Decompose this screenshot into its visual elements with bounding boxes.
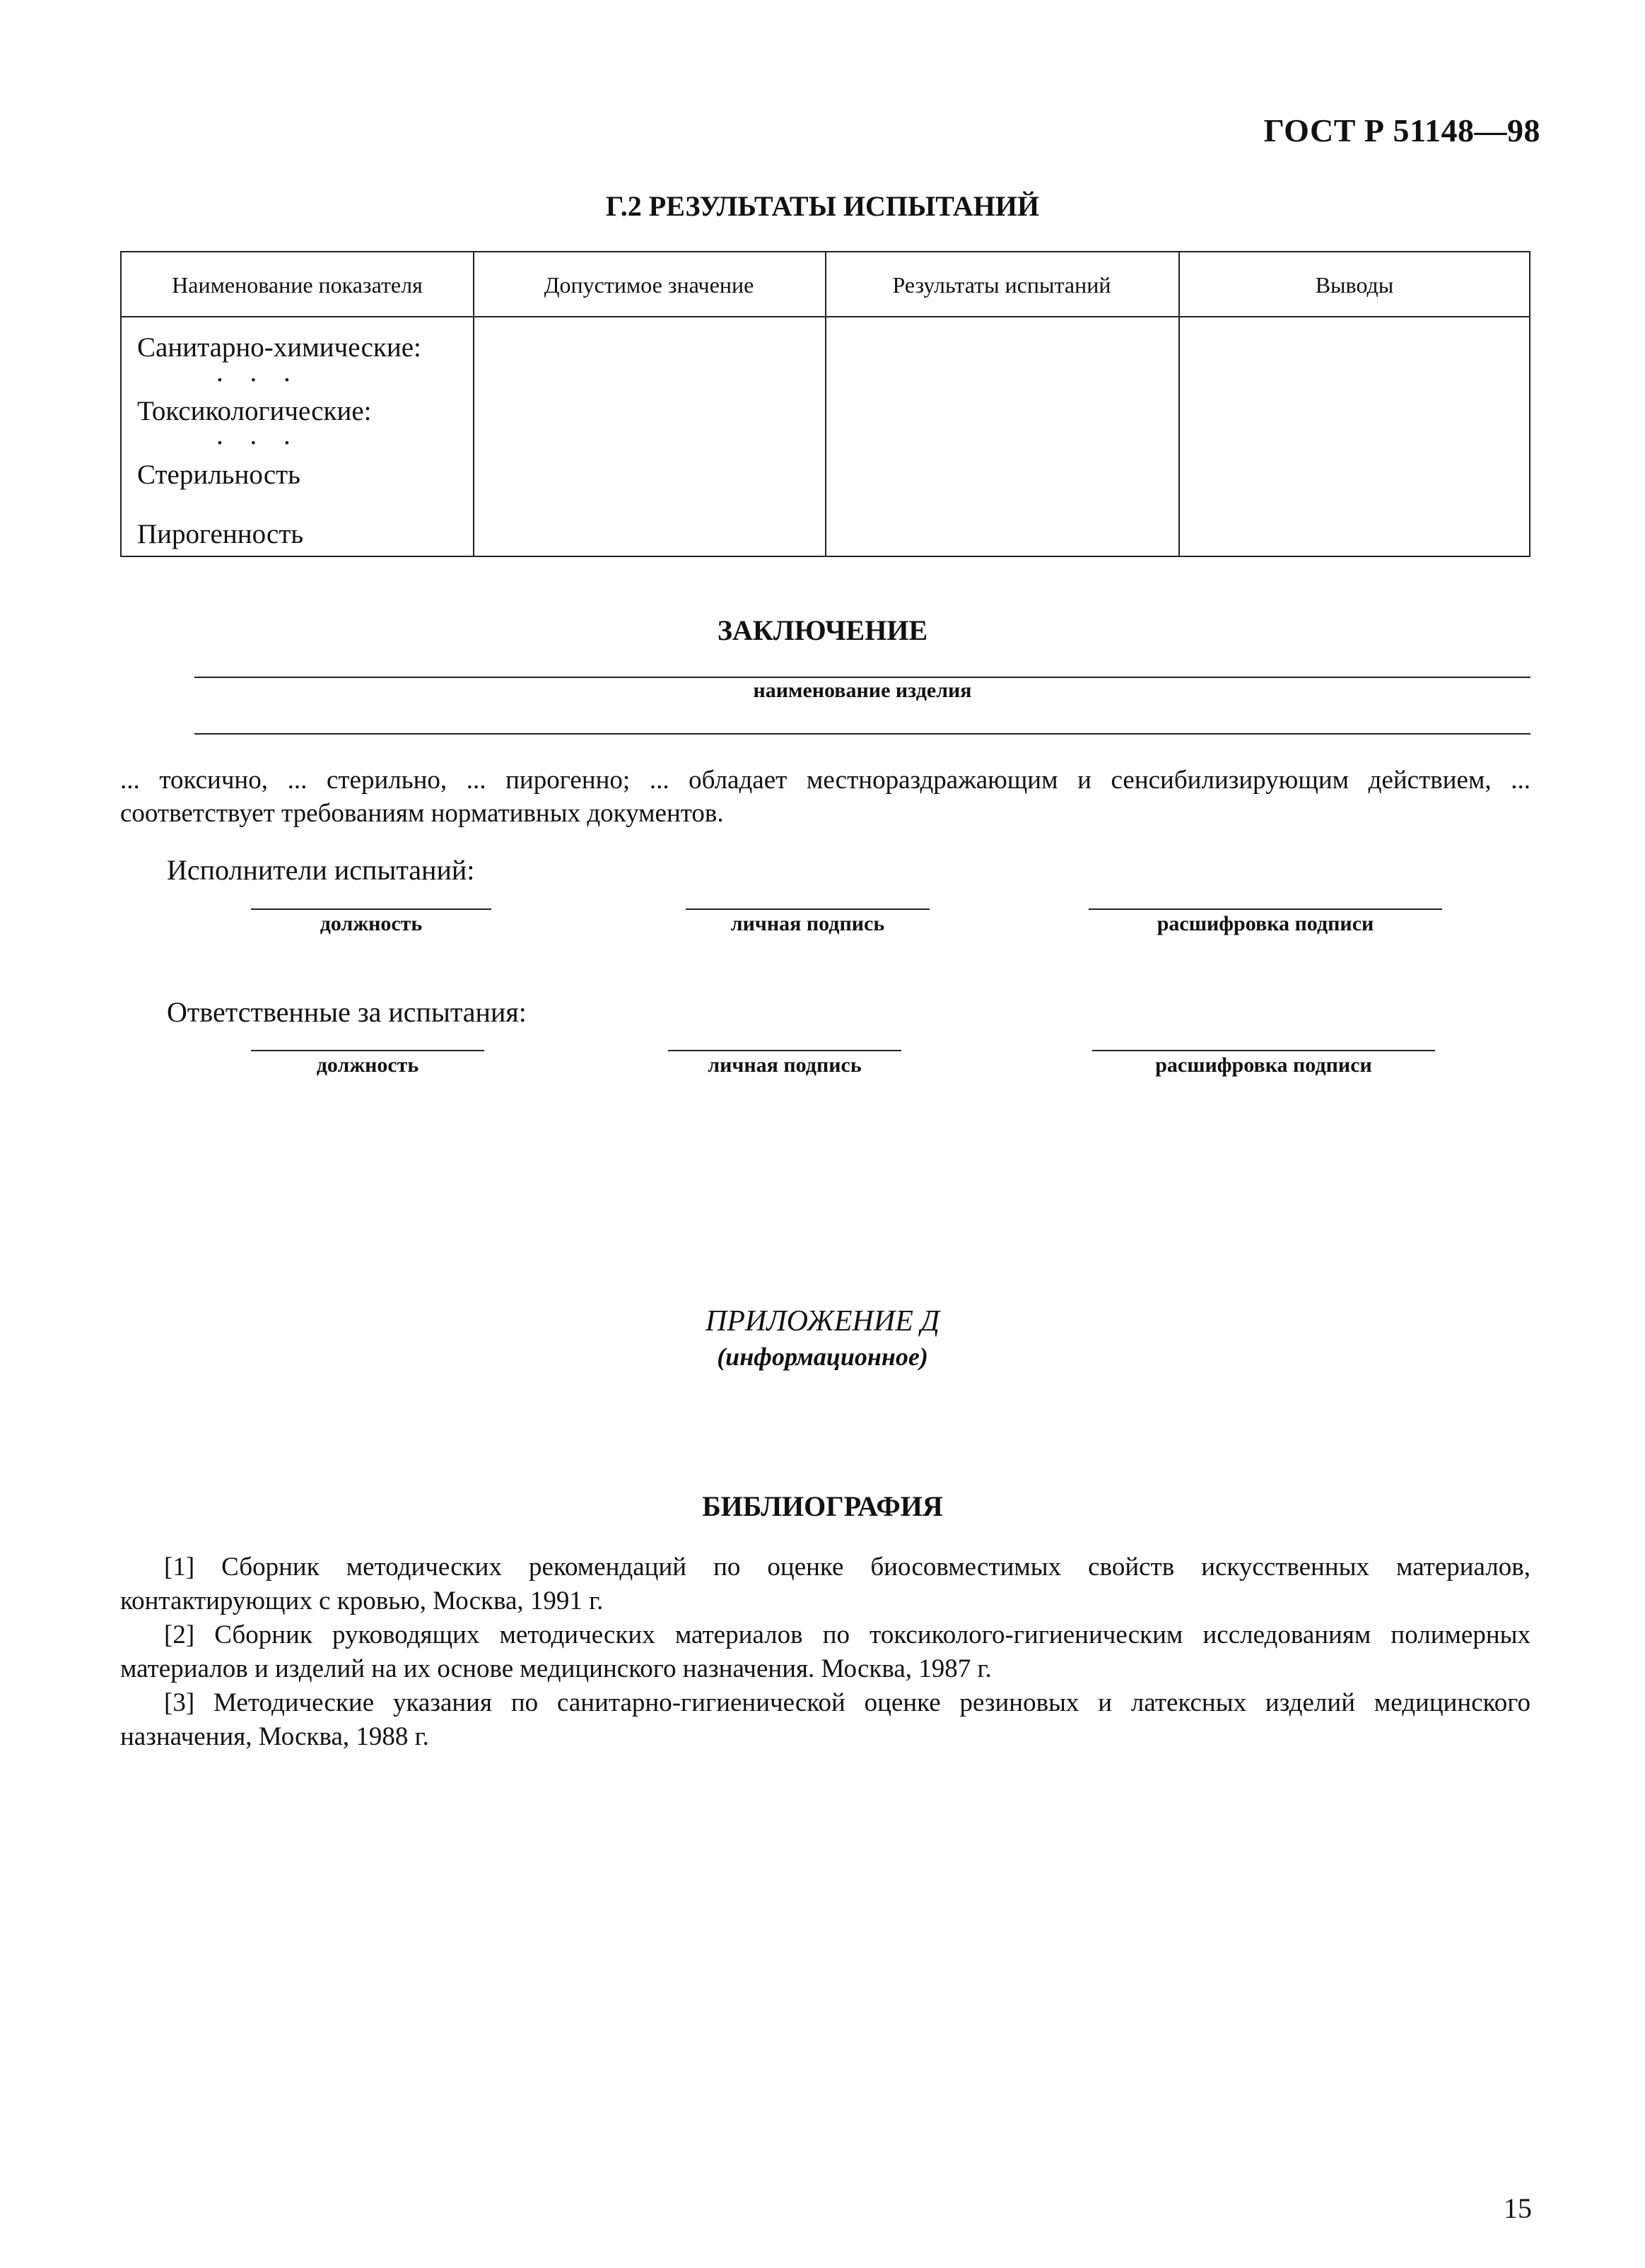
- decoding-caption: расшифровка подписи: [1155, 1053, 1372, 1077]
- appendix-title: ПРИЛОЖЕНИЕ Д: [705, 1305, 940, 1338]
- table-row-label: Стерильность: [137, 460, 300, 490]
- bibliography-item: [2] Сборник руководящих методических материалов по токсиколого-гигиеническим исследованиям полимерных материалов и изделий на их основе медицинского назначения. Москва, 1987 г.: [120, 1620, 1530, 1683]
- conclusion-text: ... токсично, ... стерильно, ... пирогенно; ... обладает местнораздражающим и сенсибилизирующим действием, ... соответствует требованиям нормативных документов.: [120, 766, 1530, 828]
- column-header: Выводы: [1315, 272, 1394, 298]
- bibliography-title: БИБЛИОГРАФИЯ: [702, 1490, 943, 1522]
- ellipsis-marker: . . .: [216, 420, 300, 450]
- table-row-label: Пирогенность: [137, 519, 304, 549]
- position-caption: должность: [320, 912, 423, 935]
- signature-caption: личная подпись: [730, 912, 885, 935]
- table-row-label: Токсикологические:: [137, 396, 372, 426]
- product-name-line: [194, 677, 1530, 678]
- column-header: Наименование показателя: [172, 272, 423, 298]
- position-caption: должность: [316, 1053, 419, 1077]
- table-row-label: Санитарно-химические:: [137, 332, 421, 363]
- bibliography-item: [3] Методические указания по санитарно-гигиенической оценке резиновых и латексных изделий медицинского назначения, Москва, 1988 г.: [120, 1688, 1530, 1751]
- performers-label: Исполнители испытаний:: [167, 854, 475, 886]
- column-header: Допустимое значение: [544, 272, 754, 298]
- product-name-line-2: [194, 733, 1530, 735]
- ellipsis-marker: . . .: [216, 357, 300, 387]
- appendix-subtitle: (информационное): [717, 1343, 928, 1371]
- signature-caption: личная подпись: [708, 1053, 862, 1077]
- signature-line: [686, 908, 930, 910]
- responsible-label: Ответственные за испытания:: [167, 996, 527, 1028]
- product-name-caption: наименование изделия: [753, 679, 972, 702]
- signature-line: [251, 1050, 484, 1051]
- bibliography-item: [1] Сборник методических рекомендаций по оценке биосовместимых свойств искусственных материалов, контактирующих с кровью, Москва, 1991 г.: [120, 1553, 1530, 1615]
- results-table: [120, 251, 1530, 557]
- column-header: Результаты испытаний: [892, 272, 1111, 298]
- document-code: ГОСТ Р 51148—98: [1263, 112, 1540, 148]
- signature-line: [251, 908, 491, 910]
- header-divider: [122, 316, 1529, 317]
- signature-line: [668, 1050, 901, 1051]
- conclusion-title: ЗАКЛЮЧЕНИЕ: [717, 614, 928, 646]
- section-title: Г.2 РЕЗУЛЬТАТЫ ИСПЫТАНИЙ: [605, 190, 1040, 222]
- decoding-caption: расшифровка подписи: [1157, 912, 1374, 935]
- signature-line: [1089, 908, 1442, 910]
- signature-line: [1092, 1050, 1435, 1051]
- page-number: 15: [1504, 2192, 1532, 2224]
